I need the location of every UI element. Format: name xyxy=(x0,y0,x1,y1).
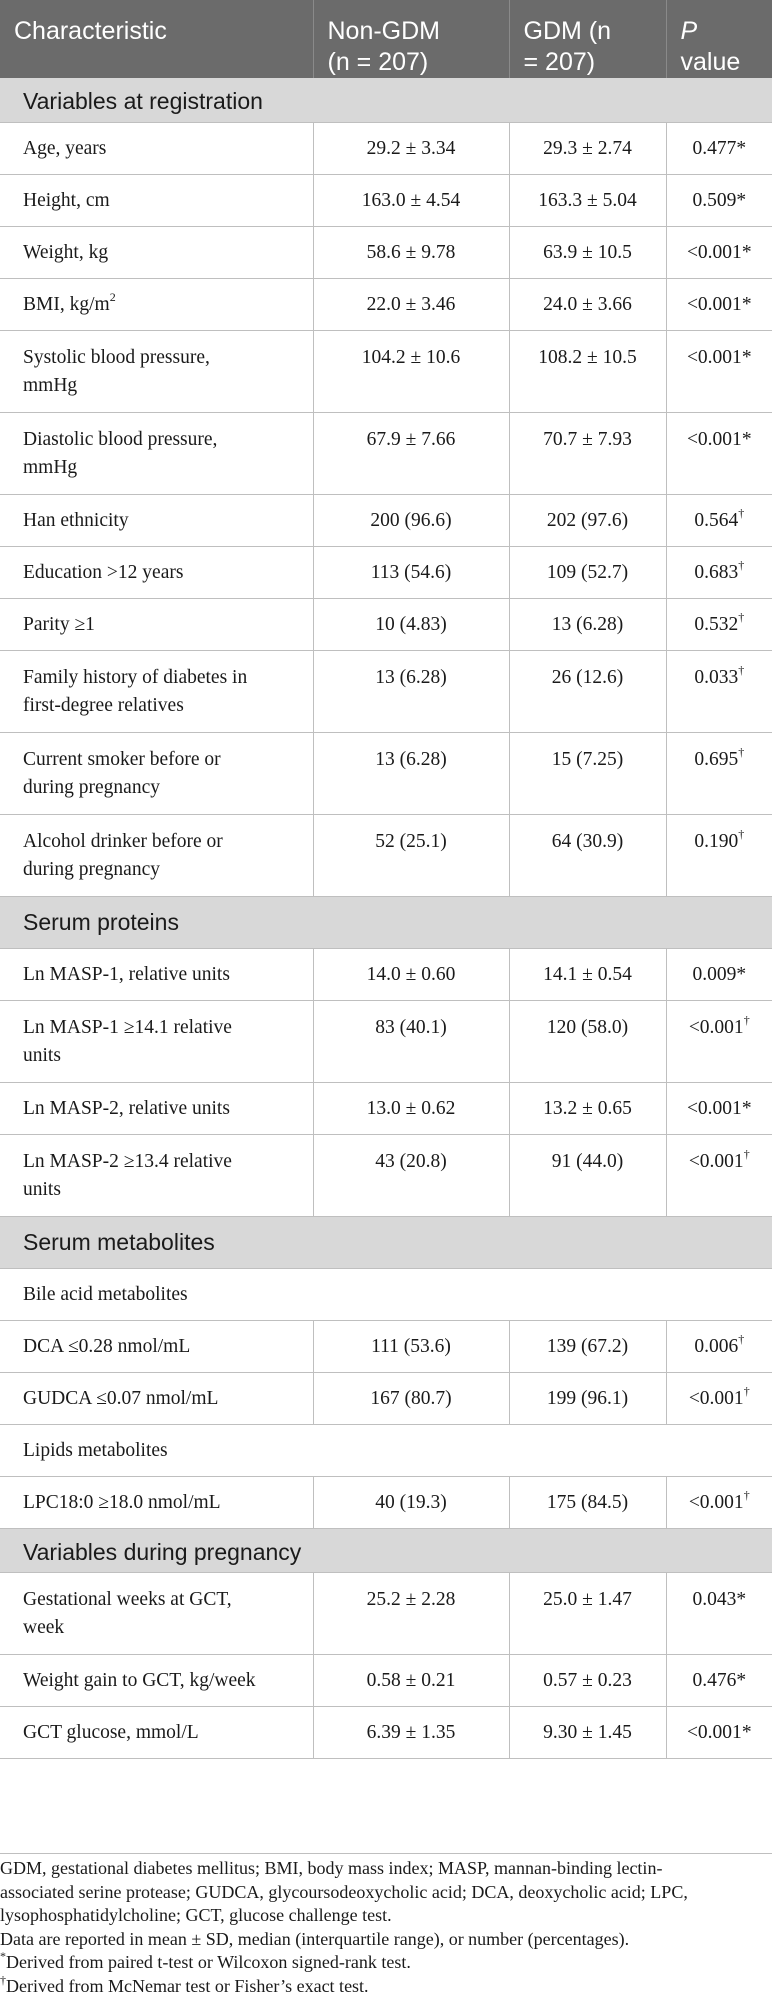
section-metabolites: Serum metabolites xyxy=(0,1216,772,1268)
table-row: BMI, $kg/m^2$ 22.0 ± 3.46 24.0 ± 3.66 <0.001* xyxy=(0,278,772,330)
section-pregnancy: Variables during pregnancy xyxy=(0,1528,772,1572)
subsection-lipids: Lipids metabolites xyxy=(0,1424,772,1476)
table-row: GCT glucose, mmol/L 6.39 ± 1.35 9.30 ± 1.45 <0.001* xyxy=(0,1706,772,1758)
table-row: Gestational weeks at GCT, week 25.2 ± 2.28 25.0 ± 1.47 0.043* xyxy=(0,1572,772,1654)
table-row: Parity ≥1 10 (4.83) 13 (6.28) 0.532† xyxy=(0,598,772,650)
table-row: Education >12 years 113 (54.6) 109 (52.7) 0.683† xyxy=(0,546,772,598)
table-row: Diastolic blood pressure, mmHg 67.9 ± 7.66 70.7 ± 7.93 <0.001* xyxy=(0,412,772,494)
section-proteins: Serum proteins xyxy=(0,896,772,948)
footnote-data-format: Data are reported in mean ± SD, median (interquartile range), or number (percentages). xyxy=(0,1928,772,1952)
header-characteristic: Characteristic xyxy=(0,0,313,78)
table-row: LPC18:0 ≥18.0 nmol/mL 40 (19.3) 175 (84.5) <0.001† xyxy=(0,1476,772,1528)
table-row: Height, cm 163.0 ± 4.54 163.3 ± 5.04 0.509* xyxy=(0,174,772,226)
header-gdm: GDM (n = 207) xyxy=(509,0,666,78)
table-row: Weight gain to GCT, kg/week 0.58 ± 0.21 0.57 ± 0.23 0.476* xyxy=(0,1654,772,1706)
table-row: Han ethnicity 200 (96.6) 202 (97.6) 0.564† xyxy=(0,494,772,546)
table-row: Ln MASP-1, relative units 14.0 ± 0.60 14.1 ± 0.54 0.009* xyxy=(0,948,772,1000)
table-row: Age, years 29.2 ± 3.34 29.3 ± 2.74 0.477* xyxy=(0,122,772,174)
table-row: Alcohol drinker before or during pregnancy 52 (25.1) 64 (30.9) 0.190† xyxy=(0,814,772,896)
header-non-gdm: Non-GDM (n = 207) xyxy=(313,0,509,78)
subsection-bile-acid: Bile acid metabolites xyxy=(0,1268,772,1320)
table-row: Family history of diabetes in first-degree relatives 13 (6.28) 26 (12.6) 0.033† xyxy=(0,650,772,732)
table-row: Current smoker before or during pregnancy 13 (6.28) 15 (7.25) 0.695† xyxy=(0,732,772,814)
table-row: Ln MASP-2, relative units 13.0 ± 0.62 13.2 ± 0.65 <0.001* xyxy=(0,1082,772,1134)
footnote-star: *Derived from paired t-test or Wilcoxon signed-rank test. xyxy=(0,1951,772,1975)
table-row: Systolic blood pressure, mmHg 104.2 ± 10.6 108.2 ± 10.5 <0.001* xyxy=(0,330,772,412)
table-row: Ln MASP-2 ≥13.4 relative units 43 (20.8) 91 (44.0) <0.001† xyxy=(0,1134,772,1216)
header-p-value: P value xyxy=(666,0,772,78)
table-footnotes xyxy=(0,1853,772,1998)
table-row: Weight, kg 58.6 ± 9.78 63.9 ± 10.5 <0.001* xyxy=(0,226,772,278)
section-registration: Variables at registration xyxy=(0,78,772,122)
table-row: Ln MASP-1 ≥14.1 relative units 83 (40.1) 120 (58.0) <0.001† xyxy=(0,1000,772,1082)
table-row: DCA ≤0.28 nmol/mL 111 (53.6) 139 (67.2) 0.006† xyxy=(0,1320,772,1372)
table-header-row xyxy=(0,0,772,78)
footnote-abbreviations: GDM, gestational diabetes mellitus; BMI, body mass index; MASP, mannan-binding lectin- associated serine protease; GUDCA, glycoursodeoxycholic acid; DCA, deoxycholic acid; LPC, lysophosphatidylcholine; GCT, glucose challenge test. xyxy=(0,1857,772,1928)
table-row: GUDCA ≤0.07 nmol/mL 167 (80.7) 199 (96.1) <0.001† xyxy=(0,1372,772,1424)
footnote-dagger: †Derived from McNemar test or Fisher’s exact test. xyxy=(0,1975,772,1998)
